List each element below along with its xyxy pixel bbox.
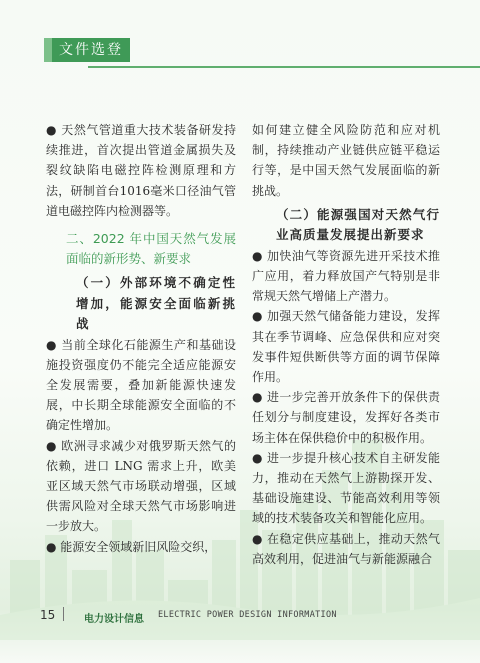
paragraph: ● 进一步完善开放条件下的保供责任划分与制度建设，发挥好各类市场主体在保供稳价中的积极作用。: [252, 390, 440, 445]
journal-name-en: ELECTRIC POWER DESIGN INFORMATION: [158, 610, 337, 620]
footer-divider: [63, 607, 64, 621]
footer: [0, 600, 480, 640]
section-tag: 文件选登: [44, 38, 130, 62]
paragraph: ● 加快油气等资源先进开采技术推广应用，着力释放国产气特别是非常规天然气增储上产潜力。: [252, 248, 440, 304]
page-number: 15: [40, 608, 56, 622]
right-column: [252, 120, 440, 569]
paragraph: ● 欧洲寻求减少对俄罗斯天然气的依赖，进口 LNG 需求上升，欧美亚区域天然气市场联动增强，区域供需风险对全球天然气市场影响进一步放大。: [46, 438, 236, 534]
paragraph: ● 加强天然气储备能力建设，发挥其在季节调峰、应急保供和应对突发事件短供断供等方面的调节保障作用。: [252, 309, 440, 385]
paragraph: 如何建立健全风险防范和应对机制，持续推动产业链供应链平稳运行等，是中国天然气发展面临的新挑战。: [252, 123, 440, 198]
paragraph: ● 能源安全领域新旧风险交织，: [46, 539, 217, 554]
section-title: 二、2022 年中国天然气发展面临的新形势、新要求: [66, 231, 236, 267]
header-rule: [88, 66, 480, 68]
paragraph: ● 天然气管道重大技术装备研发持续推进，首次提出管道金属损失及裂纹缺陷电磁控阵检测原理和方法，研制首台1016毫米口径油气管道电磁控阵内检测器等。: [46, 123, 236, 218]
header: [0, 0, 480, 72]
subsection-title: （二）能源强国对天然气行业高质量发展提出新要求: [276, 206, 440, 243]
paragraph: ● 当前全球化石能源生产和基础设施投资强度仍不能完全适应能源安全发展需要，叠加新能源快速发展，中长期全球能源安全面临的不确定性增加。: [46, 337, 236, 433]
paragraph: ● 进一步提升核心技术自主研发能力，推动在天然气上游勘探开发、基础设施建设、节能高效利用等领域的技术装备攻关和智能化应用。: [252, 450, 440, 526]
paragraph: ● 在稳定供应基础上，推动天然气高效利用，促进油气与新能源融合: [252, 531, 440, 566]
journal-name-cn: 电力设计信息: [84, 614, 144, 625]
left-column: [46, 120, 236, 557]
subsection-title: （一）外部环境不确定性增加，能源安全面临新挑战: [76, 275, 236, 332]
